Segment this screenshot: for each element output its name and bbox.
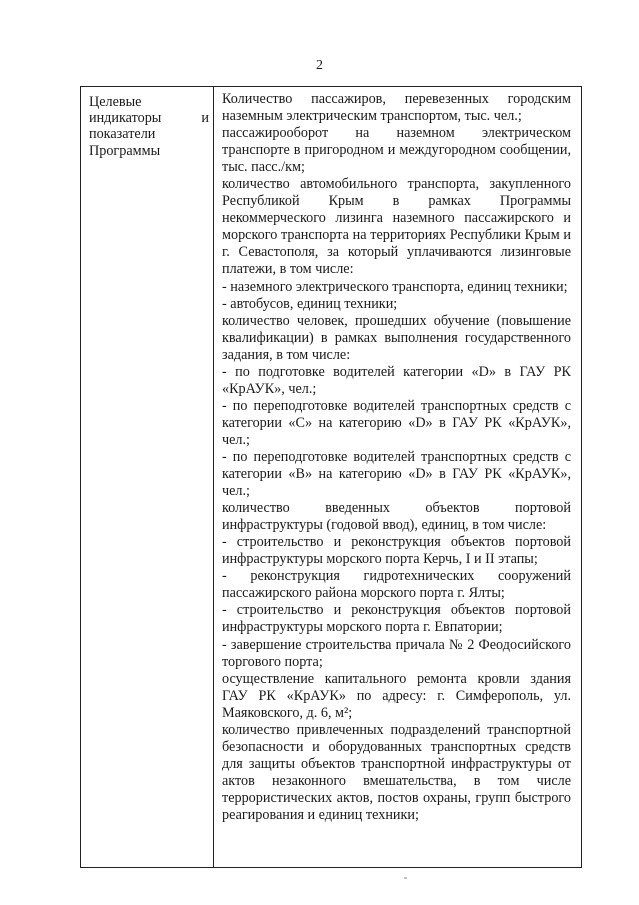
indicator-paragraph: - строительство и реконструкция объектов портовой инфраструктуры морского порта Керчь, I и II этапы; bbox=[222, 534, 571, 568]
indicator-paragraph: Количество пассажиров, перевезенных городским наземным электрическим транспортом, тыс. чел.; bbox=[222, 91, 571, 125]
indicator-paragraph: количество привлеченных подразделений транспортной безопасности и оборудованных транспортных средств для защиты объектов транспортной инфраструктуры от актов незаконного вмешательства, в том числе террористических актов, постов охраны, групп быстрого реагирования и единиц техники; bbox=[222, 721, 571, 823]
indicator-paragraph: - наземного электрического транспорта, единиц техники; bbox=[222, 278, 568, 295]
page-number: 2 bbox=[316, 58, 323, 73]
indicators-table bbox=[80, 86, 582, 868]
indicator-paragraph: - по переподготовке водителей транспортных средств с категории «В» на категорию «D» в ГАУ РК «КрАУК», чел.; bbox=[222, 448, 571, 500]
indicator-paragraph: осуществление капитального ремонта кровли здания ГАУ РК «КрАУК» по адресу: г. Симферополь, ул. Маяковского, д. 6, м²; bbox=[222, 670, 571, 721]
indicator-paragraph: количество человек, прошедших обучение (повышение квалификации) в рамках выполнения государственного задания, в том числе: bbox=[222, 312, 571, 363]
indicator-paragraph: - по переподготовке водителей транспортных средств с категории «С» на категорию «D» в ГАУ РК «КрАУК», чел.; bbox=[222, 397, 571, 448]
indicator-paragraph: количество автомобильного транспорта, закупленного Республикой Крым в рамках Программы некоммерческого лизинга наземного пассажирского и морского транспорта на территориях Республики Крым и г. Севастополя, за который уплачиваются лизинговые платежи, в том числе: bbox=[222, 176, 571, 278]
scan-speck bbox=[404, 877, 407, 879]
table-label-cell: Целевые индикаторы и показатели Программы bbox=[81, 87, 214, 867]
indicator-paragraph: - реконструкция гидротехнических сооружений пассажирского района морского порта г. Ялты; bbox=[222, 568, 571, 602]
indicator-paragraph: - строительство и реконструкция объектов портовой инфраструктуры морского порта г. Евпатории; bbox=[222, 602, 571, 636]
indicator-paragraph: - по подготовке водителей категории «D» в ГАУ РК «КрАУК», чел.; bbox=[222, 363, 571, 397]
table-content-cell bbox=[214, 87, 581, 867]
indicator-paragraph: - автобусов, единиц техники; bbox=[222, 295, 398, 312]
indicator-paragraph: количество введенных объектов портовой инфраструктуры (годовой ввод), единиц, в том числе: bbox=[222, 500, 571, 534]
indicator-paragraph: пассажирооборот на наземном электрическом транспорте в пригородном и междугородном сообщении, тыс. пасс./км; bbox=[222, 125, 571, 176]
indicator-paragraph: - завершение строительства причала № 2 Феодосийского торгового порта; bbox=[222, 636, 571, 670]
